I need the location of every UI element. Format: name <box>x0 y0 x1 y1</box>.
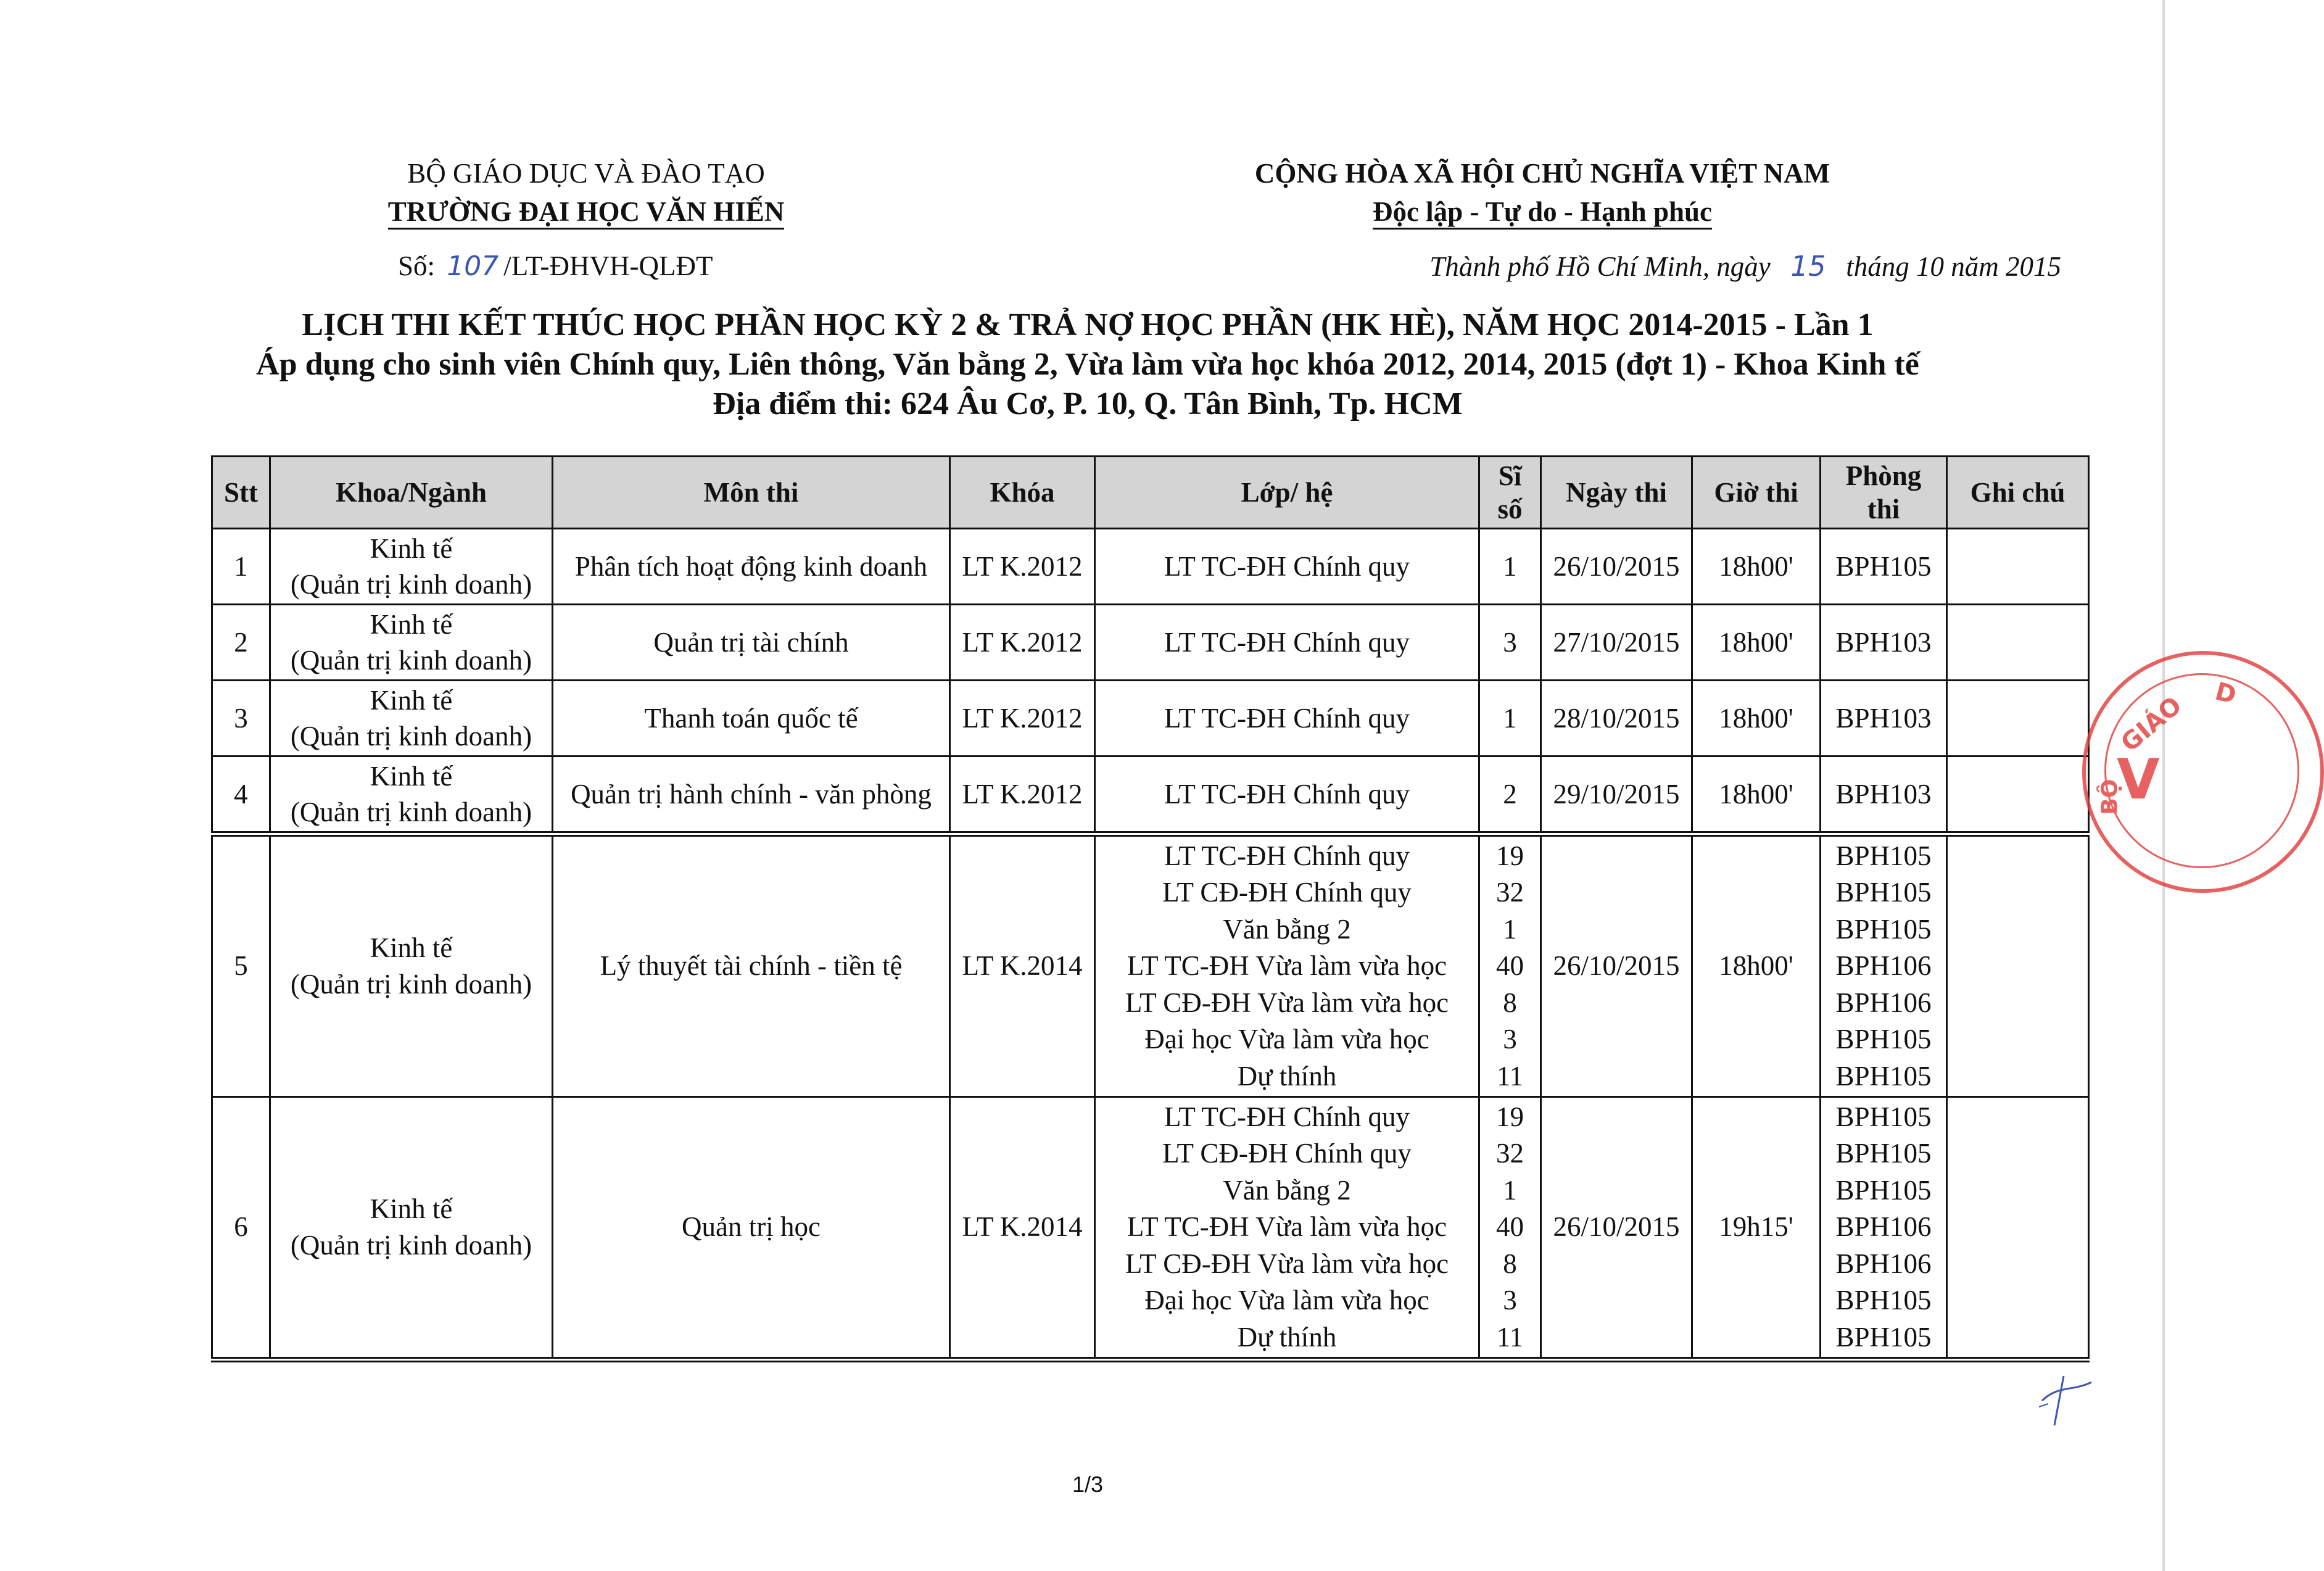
exam-schedule-table <box>211 455 2090 1362</box>
header-lop-he: Lớp/ hệ <box>1095 457 1479 529</box>
cell-lop-he: LT TC-ĐH Chính quy <box>1095 605 1479 681</box>
cell-mon-thi: Quản trị tài chính <box>553 605 950 681</box>
cell-phong-thi: BPH103 <box>1821 756 1947 834</box>
cell-mon-thi: Thanh toán quốc tế <box>553 681 950 756</box>
cell-lop-he: LT TC-ĐH Chính quy LT CĐ-ĐH Chính quy Văn bằng 2 LT TC-ĐH Vừa làm vừa học LT CĐ-ĐH Vừa làm vừa học Đại học Vừa làm vừa học Dự thính <box>1095 834 1479 1097</box>
cell-khoa-nganh: Kinh tế (Quản trị kinh doanh) <box>270 1097 553 1360</box>
cell-khoa: LT K.2012 <box>950 681 1095 756</box>
cell-lop-he: LT TC-ĐH Chính quy <box>1095 756 1479 834</box>
cell-gio-thi: 19h15' <box>1692 1097 1821 1360</box>
title-line-3: Địa điểm thi: 624 Âu Cơ, P. 10, Q. Tân Bình, Tp. HCM <box>713 386 1463 421</box>
university-name: TRƯỜNG ĐẠI HỌC VĂN HIẾN <box>388 196 785 230</box>
cell-khoa: LT K.2012 <box>950 756 1095 834</box>
cell-ghi-chu <box>1947 605 2089 681</box>
header-si-so: Sĩ số <box>1479 457 1541 529</box>
date-prefix: Thành phố Hồ Chí Minh, ngày <box>1429 251 1771 282</box>
cell-phong-thi: BPH105 BPH105 BPH105 BPH106 BPH106 BPH105 BPH105 <box>1821 1097 1947 1360</box>
stamp-lettering: GIÁO <box>2115 691 2188 758</box>
cell-ngay-thi: 26/10/2015 <box>1541 834 1692 1097</box>
header-khoa-nganh: Khoa/Ngành <box>270 457 553 529</box>
table-row <box>212 681 2089 756</box>
header-stt: Stt <box>212 457 270 529</box>
cell-mon-thi: Quản trị hành chính - văn phòng <box>553 756 950 834</box>
stamp-lettering: BỘ <box>2097 779 2123 815</box>
cell-mon-thi: Lý thuyết tài chính - tiền tệ <box>553 834 950 1097</box>
cell-khoa: LT K.2012 <box>950 605 1095 681</box>
header-right <box>1203 154 1882 231</box>
cell-si-so: 2 <box>1479 756 1541 834</box>
cell-si-so: 1 <box>1479 681 1541 756</box>
date-suffix: tháng 10 năm 2015 <box>1846 251 2061 282</box>
cell-gio-thi: 18h00' <box>1692 605 1821 681</box>
cell-si-so: 19 32 1 40 8 3 11 <box>1479 834 1541 1097</box>
cell-khoa-nganh: Kinh tế (Quản trị kinh doanh) <box>270 756 553 834</box>
title-line-2: Áp dụng cho sinh viên Chính quy, Liên thông, Văn bằng 2, Vừa làm vừa học khóa 2012, 2014, 2015 (đợt 1) - Khoa Kinh tế <box>256 347 1919 382</box>
cell-ghi-chu <box>1947 756 2089 834</box>
document-title <box>0 305 2175 424</box>
cell-si-so: 19 32 1 40 8 3 11 <box>1479 1097 1541 1360</box>
national-motto: Độc lập - Tự do - Hạnh phúc <box>1373 196 1712 230</box>
stamp-lettering: D <box>2212 677 2239 710</box>
cell-phong-thi: BPH105 <box>1821 529 1947 605</box>
cell-ngay-thi: 26/10/2015 <box>1541 529 1692 605</box>
cell-phong-thi: BPH103 <box>1821 681 1947 756</box>
doc-number-prefix: Số: <box>398 251 436 281</box>
cell-stt: 5 <box>212 834 270 1097</box>
cell-gio-thi: 18h00' <box>1692 756 1821 834</box>
cell-phong-thi: BPH103 <box>1821 605 1947 681</box>
doc-number-suffix: /LT-ĐHVH-QLĐT <box>503 251 713 281</box>
cell-stt: 4 <box>212 756 270 834</box>
table-row <box>212 1097 2089 1360</box>
signature-mark <box>2030 1373 2098 1428</box>
cell-stt: 1 <box>212 529 270 605</box>
stamp-lettering: V <box>2117 747 2160 812</box>
header-khoa: Khóa <box>950 457 1095 529</box>
cell-phong-thi: BPH105 BPH105 BPH105 BPH106 BPH106 BPH105 BPH105 <box>1821 834 1947 1097</box>
header-left <box>308 154 864 231</box>
cell-si-so: 1 <box>1479 529 1541 605</box>
cell-ngay-thi: 27/10/2015 <box>1541 605 1692 681</box>
cell-khoa-nganh: Kinh tế (Quản trị kinh doanh) <box>270 834 553 1097</box>
cell-ngay-thi: 28/10/2015 <box>1541 681 1692 756</box>
table-row <box>212 529 2089 605</box>
page-number: 1/3 <box>1072 1472 1104 1497</box>
cell-gio-thi: 18h00' <box>1692 529 1821 605</box>
cell-lop-he: LT TC-ĐH Chính quy <box>1095 529 1479 605</box>
cell-ngay-thi: 26/10/2015 <box>1541 1097 1692 1360</box>
header-ngay-thi: Ngày thi <box>1541 457 1692 529</box>
cell-ngay-thi: 29/10/2015 <box>1541 756 1692 834</box>
header-mon-thi: Môn thi <box>553 457 950 529</box>
doc-number-handwritten: 107 <box>447 251 499 282</box>
cell-khoa-nganh: Kinh tế (Quản trị kinh doanh) <box>270 605 553 681</box>
cell-ghi-chu <box>1947 834 2089 1097</box>
table-row <box>212 756 2089 834</box>
cell-khoa-nganh: Kinh tế (Quản trị kinh doanh) <box>270 529 553 605</box>
cell-ghi-chu <box>1947 681 2089 756</box>
cell-khoa-nganh: Kinh tế (Quản trị kinh doanh) <box>270 681 553 756</box>
cell-khoa: LT K.2014 <box>950 1097 1095 1360</box>
cell-lop-he: LT TC-ĐH Chính quy LT CĐ-ĐH Chính quy Văn bằng 2 LT TC-ĐH Vừa làm vừa học LT CĐ-ĐH Vừa làm vừa học Đại học Vừa làm vừa học Dự thính <box>1095 1097 1479 1360</box>
document-date <box>1429 250 2061 283</box>
date-day-handwritten: 15 <box>1790 250 1826 283</box>
country-name: CỘNG HÒA XÃ HỘI CHỦ NGHĨA VIỆT NAM <box>1254 158 1830 189</box>
header-ghi-chu: Ghi chú <box>1947 457 2089 529</box>
document-number <box>398 250 713 282</box>
cell-stt: 6 <box>212 1097 270 1360</box>
cell-mon-thi: Quản trị học <box>553 1097 950 1360</box>
cell-khoa: LT K.2012 <box>950 529 1095 605</box>
cell-ghi-chu <box>1947 529 2089 605</box>
header-gio-thi: Giờ thi <box>1692 457 1821 529</box>
table-row <box>212 834 2089 1097</box>
cell-stt: 2 <box>212 605 270 681</box>
cell-mon-thi: Phân tích hoạt động kinh doanh <box>553 529 950 605</box>
table-header-row <box>212 457 2089 529</box>
cell-stt: 3 <box>212 681 270 756</box>
title-line-1: LỊCH THI KẾT THÚC HỌC PHẦN HỌC KỲ 2 & TRẢ NỢ HỌC PHẦN (HK HÈ), NĂM HỌC 2014-2015 - Lần 1 <box>302 307 1874 342</box>
cell-ghi-chu <box>1947 1097 2089 1360</box>
cell-si-so: 3 <box>1479 605 1541 681</box>
cell-khoa: LT K.2014 <box>950 834 1095 1097</box>
cell-gio-thi: 18h00' <box>1692 834 1821 1097</box>
header-phong-thi: Phòng thi <box>1821 457 1947 529</box>
cell-lop-he: LT TC-ĐH Chính quy <box>1095 681 1479 756</box>
cell-gio-thi: 18h00' <box>1692 681 1821 756</box>
official-stamp <box>2082 651 2324 893</box>
table-row <box>212 605 2089 681</box>
ministry-name: BỘ GIÁO DỤC VÀ ĐÀO TẠO <box>407 158 765 189</box>
